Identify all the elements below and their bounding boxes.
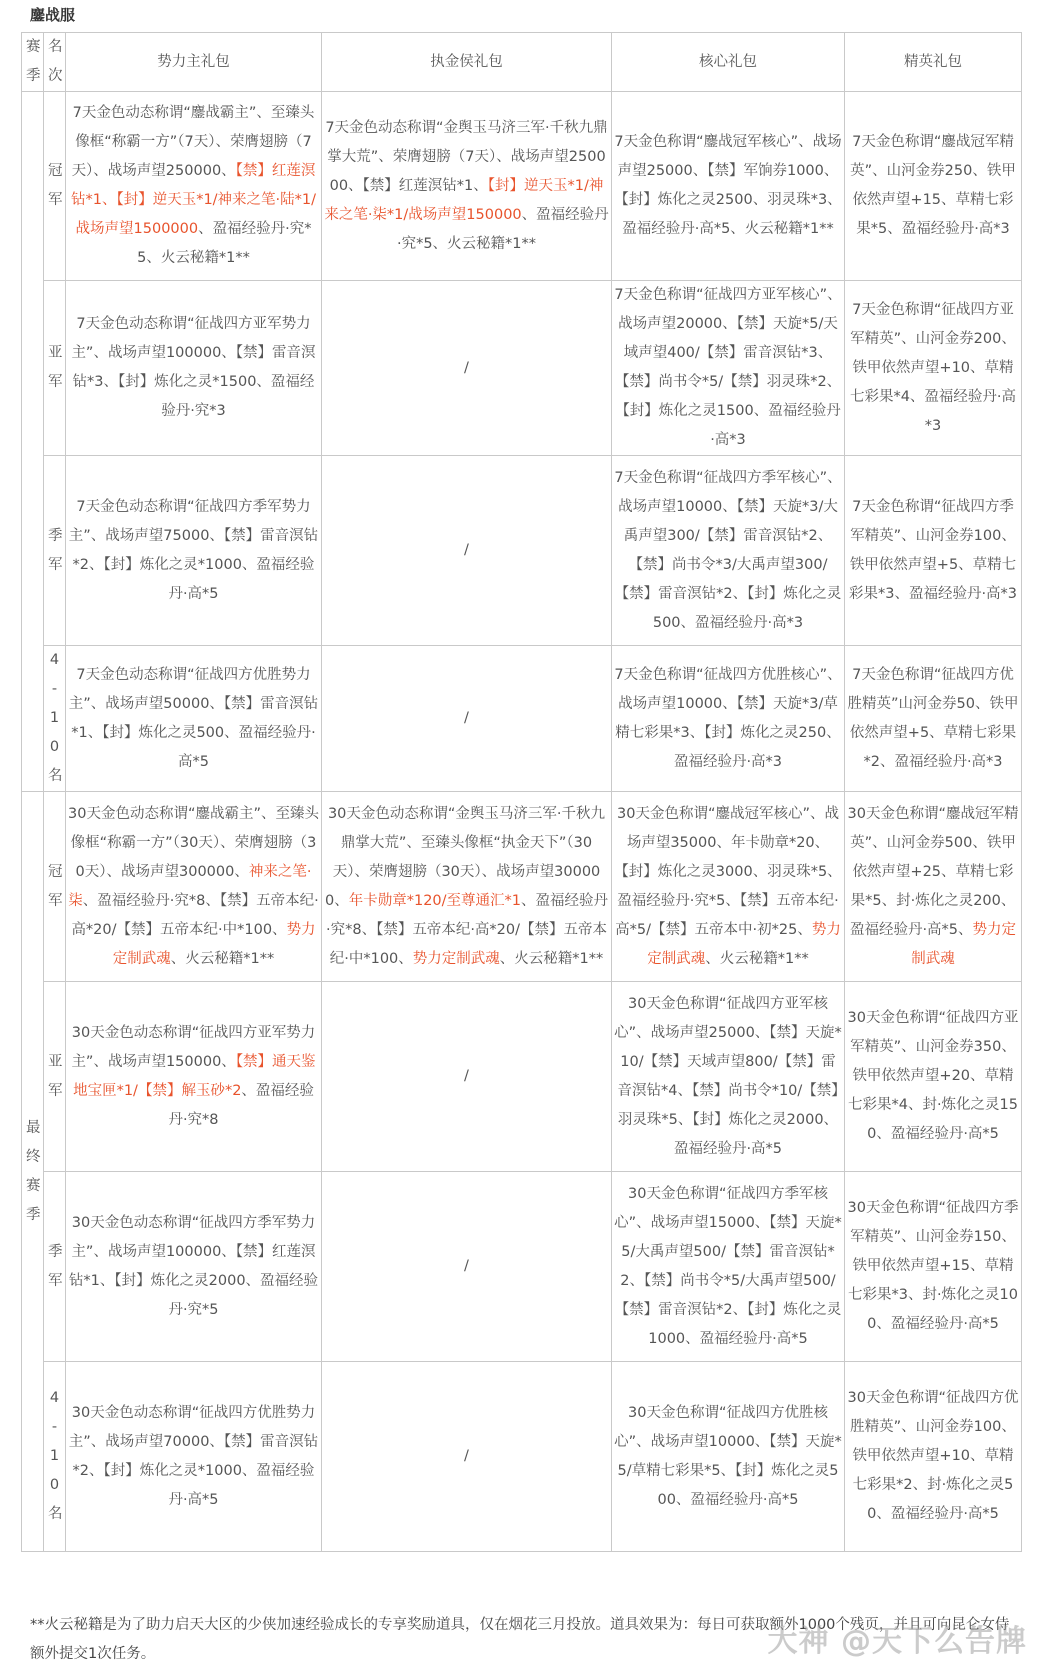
reward-text: 7天金色称谓“征战四方优胜核心”、战场声望10000、【禁】天旋*3/草精七彩果*3、【封】炼化之灵250、盈福经验丹·高*3 <box>614 666 842 770</box>
reward-text: / <box>464 1068 469 1084</box>
reward-text: 30天金色称谓“征战四方亚军精英”、山河金券350、铁甲依然声望+20、草精七彩果*4、封·炼化之灵150、盈福经验丹·高*5 <box>847 1010 1019 1142</box>
table-row <box>22 792 1022 982</box>
reward-text: 、火云秘籍*1** <box>170 950 275 967</box>
table-row <box>22 646 1022 792</box>
season-cell: 最终赛季 <box>22 792 44 1552</box>
reward-text: 30天金色称谓“征战四方优胜精英”、山河金券100、铁甲依然声望+10、草精七彩果*2、封·炼化之灵50、盈福经验丹·高*5 <box>847 1390 1019 1522</box>
elite-pack-cell <box>845 281 1022 456</box>
reward-text: 30天金色动态称谓“金舆玉马济三军·千秋九鼎掌大荒”、至臻头像框“执金天下”（30天）、荣膺翅膀（30天）、战场声望300000、 <box>324 805 606 909</box>
reward-text: 30天金色动态称谓“征战四方优胜势力主”、战场声望70000、【禁】雷音溟钻*2、【封】炼化之灵*1000、盈福经验丹·高*5 <box>68 1404 319 1508</box>
reward-text: 7天金色称谓“鏖战冠军精英”、山河金券250、铁甲依然声望+15、草精七彩果*5、盈福经验丹·高*3 <box>850 134 1016 237</box>
reward-text: 、火云秘籍*1** <box>499 950 604 967</box>
elite-pack-cell <box>845 646 1022 792</box>
core-pack-cell <box>612 1362 845 1552</box>
reward-text: / <box>464 542 469 558</box>
core-pack-cell <box>612 456 845 646</box>
core-pack-cell <box>612 792 845 982</box>
reward-text: 7天金色动态称谓“征战四方季军势力主”、战场声望75000、【禁】雷音溟钻*2、【封】炼化之灵*1000、盈福经验丹·高*5 <box>68 498 319 602</box>
lord-pack-cell <box>66 1172 322 1362</box>
reward-text: 、盈福经验丹·究*5、火云秘籍*1** <box>137 221 312 266</box>
highlight-text: 势力定制武魂 <box>911 921 1017 967</box>
elite-pack-cell <box>845 792 1022 982</box>
reward-text: 7天金色称谓“征战四方亚军精英”、山河金券200、铁甲依然声望+10、草精七彩果*4、盈福经验丹·高*3 <box>849 301 1017 434</box>
elite-pack-cell <box>845 92 1022 281</box>
table-row <box>22 456 1022 646</box>
hou-pack-cell <box>322 92 612 281</box>
reward-text: 30天金色动态称谓“鏖战霸主”、至臻头像框“称霸一方”（30天）、荣膺翅膀（30天）、战场声望300000、 <box>68 805 319 880</box>
lord-pack-cell <box>66 456 322 646</box>
reward-table <box>21 32 1022 1552</box>
reward-text: 7天金色称谓“征战四方季军精英”、山河金券100、铁甲依然声望+5、草精七彩果*3、盈福经验丹·高*3 <box>848 498 1018 602</box>
reward-text: / <box>464 1258 469 1274</box>
reward-text: 7天金色动态称谓“征战四方亚军势力主”、战场声望100000、【禁】雷音溟钻*3、【封】炼化之灵*1500、盈福经验丹·究*3 <box>71 316 316 419</box>
reward-text: 30天金色称谓“征战四方亚军核心”、战场声望25000、【禁】天旋*10/【禁】天域声望800/【禁】雷音溟钻*4、【禁】尚书令*10/【禁】羽灵珠*5、【封】炼化之灵2000、盈福经验丹·高*5 <box>614 995 842 1157</box>
reward-text: / <box>464 1448 469 1464</box>
hou-pack-cell <box>322 792 612 982</box>
reward-text: 、盈福经验丹·究*8、【禁】五帝本纪·高*20/【禁】五帝本纪·中*100、 <box>325 892 609 967</box>
elite-pack-cell <box>845 456 1022 646</box>
reward-text: 、火云秘籍*1** <box>705 950 809 967</box>
table-row <box>22 1172 1022 1362</box>
lord-pack-cell <box>66 646 322 792</box>
rank-cell: 季军 <box>44 456 66 646</box>
reward-text: 30天金色称谓“征战四方季军核心”、战场声望15000、【禁】天旋*5/大禹声望500/【禁】雷音溟钻*2、【禁】尚书令*5/大禹声望500/【禁】雷音溟钻*2、【封】炼化之灵1000、盈福经验丹·高*5 <box>614 1185 842 1347</box>
hou-pack-cell <box>322 1172 612 1362</box>
reward-text: 7天金色称谓“征战四方季军核心”、战场声望10000、【禁】天旋*3/大禹声望300/【禁】雷音溟钻*2、【禁】尚书令*3/大禹声望300/【禁】雷音溟钻*2、【封】炼化之灵500、盈福经验丹·高*3 <box>614 469 842 631</box>
reward-text: 7天金色称谓“鏖战冠军核心”、战场声望25000、【禁】军饷券1000、【封】炼化之灵2500、羽灵珠*3、盈福经验丹·高*5、火云秘籍*1** <box>614 134 842 237</box>
table-row <box>22 982 1022 1172</box>
reward-text: 30天金色称谓“征战四方优胜核心”、战场声望10000、【禁】天旋*5/草精七彩果*5、【封】炼化之灵500、盈福经验丹·高*5 <box>614 1404 842 1508</box>
highlight-text: 势力定制武魂 <box>412 950 500 967</box>
watermark: 大神 @天下么告牌 <box>767 1624 1027 1659</box>
header-core-pack: 核心礼包 <box>612 33 845 92</box>
rank-cell: 4-10名 <box>44 646 66 792</box>
reward-text: 7天金色称谓“征战四方优胜精英”山河金券50、铁甲依然声望+5、草精七彩果*2、盈福经验丹·高*3 <box>847 666 1019 770</box>
reward-text: 7天金色动态称谓“鏖战霸主”、至臻头像框“称霸一方”（7天）、荣膺翅膀（7天）、战场声望250000、 <box>71 105 315 179</box>
table-header-row <box>22 33 1022 92</box>
reward-text: / <box>464 710 469 726</box>
header-elite-pack: 精英礼包 <box>845 33 1022 92</box>
header-lord-pack: 势力主礼包 <box>66 33 322 92</box>
elite-pack-cell <box>845 982 1022 1172</box>
lord-pack-cell <box>66 792 322 982</box>
table-row <box>22 281 1022 456</box>
page-title: 鏖战服 <box>30 6 76 24</box>
rank-cell: 亚军 <box>44 281 66 456</box>
table-row <box>22 92 1022 281</box>
reward-text: 30天金色称谓“鏖战冠军核心”、战场声望35000、年卡勋章*20、【封】炼化之灵3000、羽灵珠*5、盈福经验丹·究*5、【禁】五帝本纪·高*5/【禁】五帝本中·初*25、 <box>614 805 842 938</box>
season-cell <box>22 92 44 792</box>
lord-pack-cell <box>66 92 322 281</box>
highlight-text: 年卡勋章*120/至尊通汇*1 <box>348 892 522 909</box>
hou-pack-cell <box>322 456 612 646</box>
rank-cell: 季军 <box>44 1172 66 1362</box>
lord-pack-cell <box>66 982 322 1172</box>
footnote: **火云秘籍是为了助力启天大区的少侠加速经验成长的专享奖励道具，仅在烟花三月投放。道具效果为：每日可获取额外1000个残页，并且可向昆仑女侍额外提交1次任务。 <box>30 1617 1010 1662</box>
rank-cell: 冠军 <box>44 92 66 281</box>
core-pack-cell <box>612 982 845 1172</box>
hou-pack-cell <box>322 281 612 456</box>
reward-text: 30天金色称谓“鏖战冠军精英”、山河金券500、铁甲依然声望+25、草精七彩果*5、封·炼化之灵200、盈福经验丹·高*5、 <box>847 805 1019 938</box>
highlight-text: 【封】逆天玉*1/神来之笔·柒*1/战场声望150000 <box>324 177 604 223</box>
table-row <box>22 1362 1022 1552</box>
rank-cell: 4-10名 <box>44 1362 66 1552</box>
hou-pack-cell <box>322 1362 612 1552</box>
reward-text: 30天金色称谓“征战四方季军精英”、山河金券150、铁甲依然声望+15、草精七彩果*3、封·炼化之灵100、盈福经验丹·高*5 <box>847 1200 1019 1332</box>
reward-text: 30天金色动态称谓“征战四方季军势力主”、战场声望100000、【禁】红莲溟钻*1、【封】炼化之灵2000、盈福经验丹·究*5 <box>68 1214 319 1318</box>
reward-text: 、盈福经验丹·究*8、【禁】五帝本纪·高*20/【禁】五帝本纪·中*100、 <box>71 892 319 938</box>
header-rank: 名次 <box>44 33 66 92</box>
reward-text: 7天金色动态称谓“金舆玉马济三军·千秋九鼎掌大荒”、荣膺翅膀（7天）、战场声望250000、【禁】红莲溟钻*1、 <box>325 119 608 194</box>
highlight-text: 势力定制武魂 <box>112 921 316 967</box>
core-pack-cell <box>612 1172 845 1362</box>
core-pack-cell <box>612 92 845 281</box>
elite-pack-cell <box>845 1362 1022 1552</box>
hou-pack-cell <box>322 646 612 792</box>
header-season: 赛季 <box>22 33 44 92</box>
hou-pack-cell <box>322 982 612 1172</box>
reward-text: / <box>464 359 469 376</box>
core-pack-cell <box>612 281 845 456</box>
lord-pack-cell <box>66 1362 322 1552</box>
reward-text: 、盈福经验丹·究*5、火云秘籍*1** <box>396 206 609 252</box>
reward-text: 、盈福经验丹·究*8 <box>168 1082 314 1128</box>
rank-cell: 亚军 <box>44 982 66 1172</box>
highlight-text: 神来之笔·柒 <box>68 863 312 909</box>
elite-pack-cell <box>845 1172 1022 1362</box>
highlight-text: 【禁】红莲溟钻*1、【封】逆天玉*1/神来之笔·陆*1/战场声望1500000 <box>70 163 317 237</box>
reward-text: 30天金色动态称谓“征战四方亚军势力主”、战场声望150000、 <box>71 1024 316 1070</box>
highlight-text: 势力定制武魂 <box>647 921 841 967</box>
lord-pack-cell <box>66 281 322 456</box>
header-hou-pack: 执金侯礼包 <box>322 33 612 92</box>
highlight-text: 【禁】通天鉴地宝匣*1/【禁】解玉砂*2 <box>73 1053 316 1099</box>
reward-text: 7天金色称谓“征战四方亚军核心”、战场声望20000、【禁】天旋*5/天域声望400/【禁】雷音溟钻*3、【禁】尚书令*5/【禁】羽灵珠*2、【封】炼化之灵1500、盈福经验丹·高*3 <box>614 287 842 448</box>
reward-text: 7天金色动态称谓“征战四方优胜势力主”、战场声望50000、【禁】雷音溟钻*1、【封】炼化之灵500、盈福经验丹·高*5 <box>68 666 319 770</box>
rank-cell: 冠军 <box>44 792 66 982</box>
core-pack-cell <box>612 646 845 792</box>
